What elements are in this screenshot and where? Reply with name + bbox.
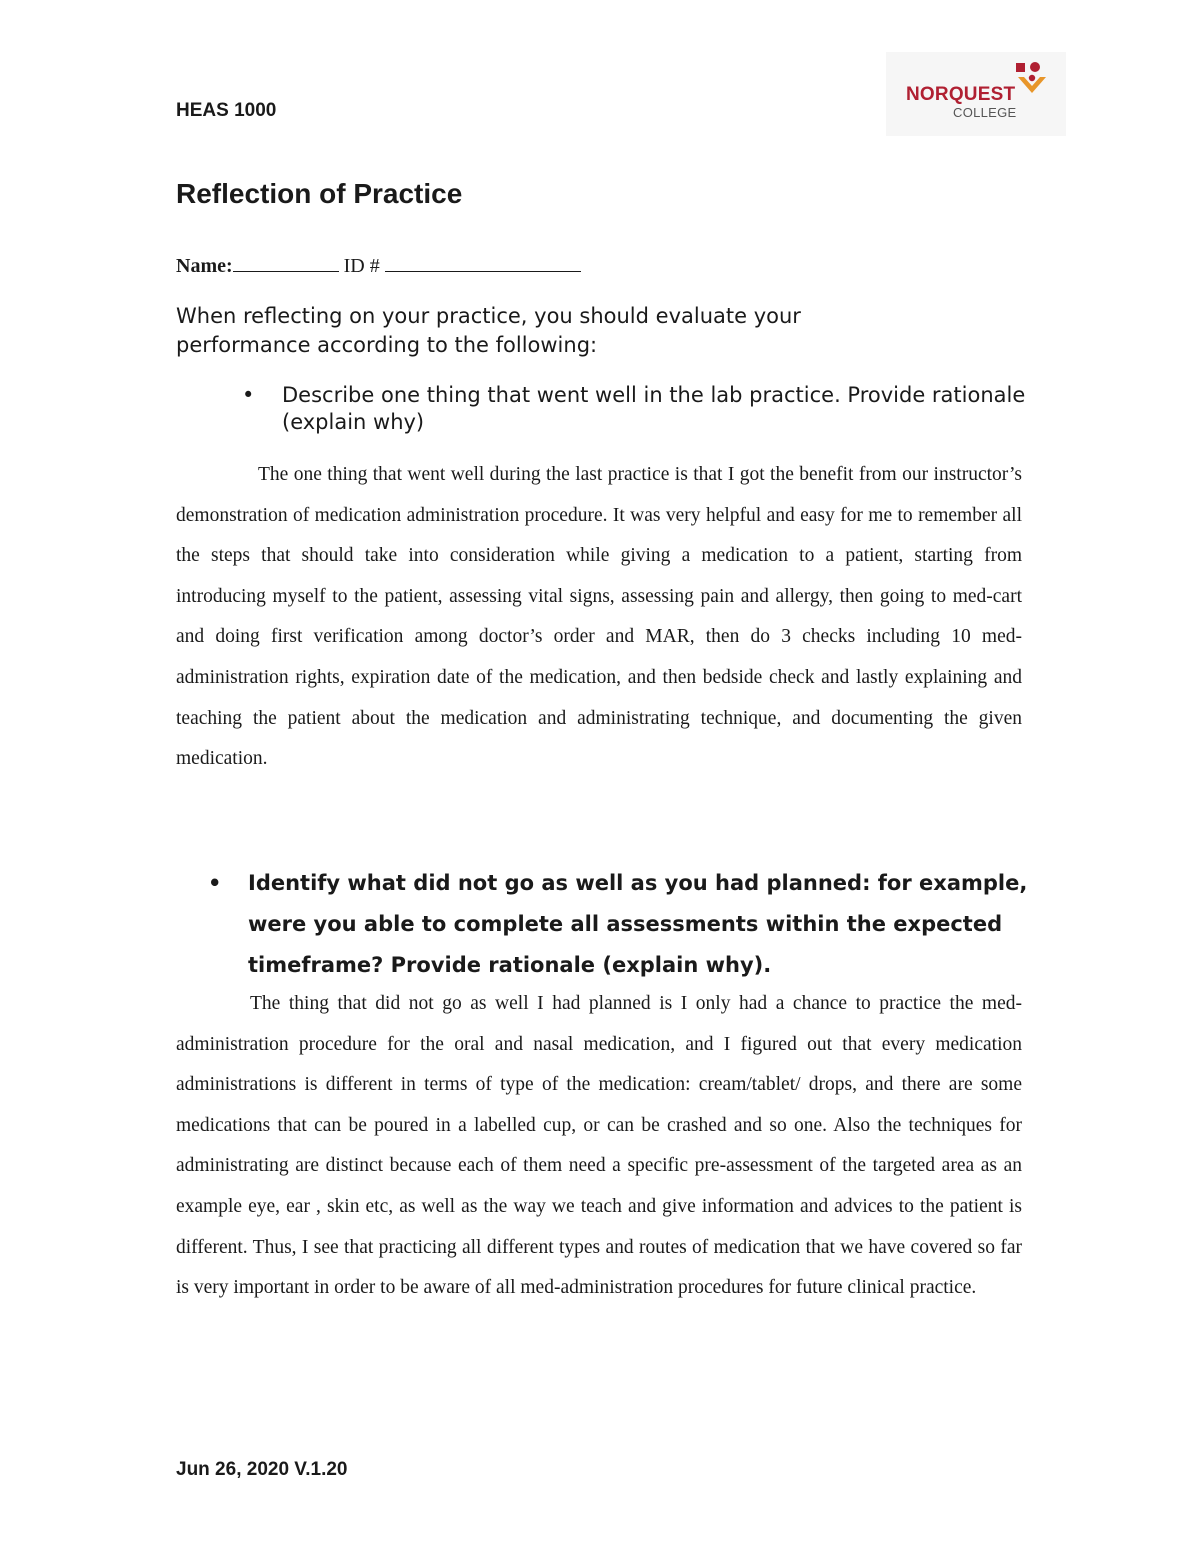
prompt-1 (242, 382, 1032, 436)
bullet-icon: • (242, 383, 255, 407)
logo-subtitle: COLLEGE (953, 105, 1017, 120)
prompt-2-question: Identify what did not go as well as you had planned: for example, were you able to complete all assessments within the expected timeframe? Provide rationale (explain why). (248, 871, 1028, 977)
name-label: Name: (176, 255, 233, 277)
id-label: ID # (343, 255, 380, 277)
bullet-icon: • (208, 871, 222, 895)
page-title: Reflection of Practice (176, 178, 463, 209)
norquest-logo-icon (1014, 60, 1050, 94)
footer-version: Jun 26, 2020 V.1.20 (176, 1459, 348, 1480)
name-blank (233, 253, 339, 272)
norquest-college-logo (886, 52, 1066, 136)
name-id-line (176, 253, 581, 278)
prompt-1-question: Describe one thing that went well in the lab practice. Provide rationale (explain why) (282, 383, 1026, 434)
course-code: HEAS 1000 (176, 100, 277, 121)
id-blank (385, 253, 581, 272)
prompt-1-answer: The one thing that went well during the last practice is that I got the benefit from our instructor’s demonstration of medication administration procedure. It was very helpful and easy for me to remember all the steps that should take into consideration while giving a medication to a patient, starting from introducing myself to the patient, assessing vital signs, assessing pain and allergy, then going to med-cart and doing first verification among doctor’s order and MAR, then do 3 checks including 10 med-administration rights, expiration date of the medication, and then bedside check and lastly explaining and teaching the patient about the medication and administrating technique, and documenting the given medication. (176, 464, 1022, 770)
prompt-2 (208, 863, 1028, 986)
intro-instructions: When reflecting on your practice, you should evaluate your performance according to the following: (176, 304, 801, 357)
prompt-2-answer: The thing that did not go as well I had planned is I only had a chance to practice the med-administration procedure for the oral and nasal medication, and I figured out that every medication administrations is different in terms of type of the medication: cream/tablet/ drops, and there are some medications that can be poured in a labelled cup, or can be crashed and so one. Also the techniques for administrating are distinct because each of them need a specific pre-assessment of the targeted area as an example eye, ear , skin etc, as well as the way we teach and give information and advices to the patient is different. Thus, I see that practicing all different types and routes of medication that we have covered so far is very important in order to be aware of all med-administration procedures for future clinical practice. (176, 993, 1022, 1299)
logo-wordmark: NORQUEST (906, 84, 1016, 105)
